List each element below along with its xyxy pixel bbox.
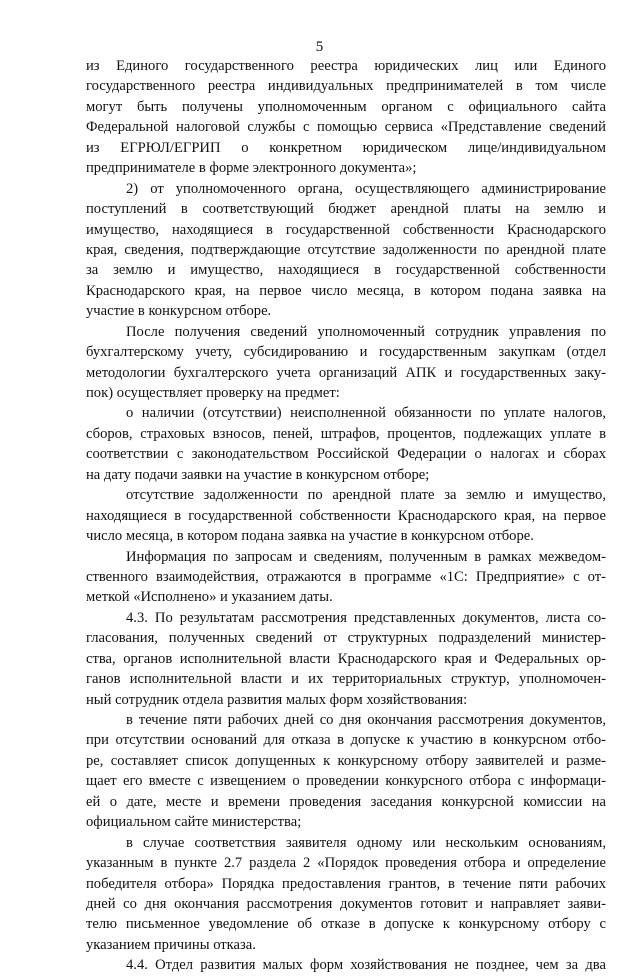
- text-line: методологии бухгалтерского учета организаций АПК и государственных заку-: [86, 364, 606, 381]
- text-line: отсутствие задолженности по арендной плате за землю и имущество,: [126, 487, 606, 504]
- text-line: ганов исполнительной власти и их территориальных структур, уполномочен-: [86, 671, 606, 688]
- text-line: из Единого государственного реестра юридических лиц или Единого: [86, 58, 606, 74]
- text-line: ства, органов исполнительной власти Краснодарского края и Федеральных ор-: [86, 650, 606, 667]
- text-line: дней со дня окончания рассмотрения документов готовит и направляет заяви-: [86, 895, 606, 912]
- document-body: [86, 56, 606, 976]
- text-line: меткой «Исполнено» и указанием даты.: [86, 589, 333, 606]
- text-line: государственного реестра индивидуальных предпринимателей в том числе: [86, 78, 606, 95]
- text-line: предпринимателе в форме электронного документа»;: [86, 160, 417, 177]
- text-line: бухгалтерскому учету, субсидированию и государственным закупкам (отдел: [86, 344, 606, 361]
- text-line: соответствии с законодательством Российской Федерации о налогах и сборах: [86, 446, 606, 463]
- text-line: о наличии (отсутствии) неисполненной обязанности по уплате налогов,: [126, 405, 606, 422]
- text-line: победителя отбора» Порядка предоставления грантов, в течение пяти рабочих: [86, 875, 606, 892]
- text-line: щает его вместе с извещением о проведении конкурсного отбора с информаци-: [86, 773, 606, 790]
- text-line: ей о дате, месте и времени проведения заседания конкурсной комиссии на: [86, 793, 606, 810]
- text-line: ре, составляет список допущенных к конкурсному отбору заявителей и разме-: [86, 752, 606, 769]
- text-line: указанием причины отказа.: [86, 936, 256, 953]
- text-line: в течение пяти рабочих дней со дня окончания рассмотрения документов,: [126, 712, 606, 728]
- text-line: из ЕГРЮЛ/ЕГРИП о конкретном юридическом лице/индивидуальном: [86, 139, 606, 156]
- page-number: 5: [315, 39, 324, 55]
- text-line: 2) от уполномоченного органа, осуществляющего администрирование: [126, 180, 606, 197]
- text-line: Краснодарского края, на первое число месяца, в котором подана заявка на: [86, 282, 606, 299]
- text-line: ственного взаимодействия, отражаются в программе «1С: Предприятие» с от-: [86, 568, 606, 585]
- text-line: края, сведения, подтверждающие отсутствие задолженности по арендной плате: [86, 241, 606, 258]
- text-line: могут быть получены уполномоченным органом с официального сайта: [86, 98, 606, 115]
- text-line: Информация по запросам и сведениям, полученным в рамках межведом-: [126, 548, 606, 565]
- text-line: сборов, страховых взносов, пеней, штрафов, процентов, подлежащих уплате в: [86, 425, 606, 442]
- text-line: ный сотрудник отдела развития малых форм хозяйствования:: [86, 691, 468, 708]
- text-line: Федеральной налоговой службы с помощью сервиса «Представление сведений: [86, 119, 606, 136]
- text-line: официальном сайте министерства;: [86, 814, 302, 831]
- text-line: при отсутствии оснований для отказа в допуске к участию в конкурсном отбо-: [86, 732, 606, 749]
- text-line: После получения сведений уполномоченный сотрудник управления по: [126, 323, 606, 340]
- text-line: число месяца, в котором подана заявка на участие в конкурсном отборе.: [86, 528, 534, 545]
- text-line: телю письменное уведомление об отказе в допуске к конкурсному отбору с: [86, 916, 606, 933]
- text-line: за землю и имущество, находящиеся в государственной собственности: [86, 262, 606, 279]
- text-line: пок) осуществляет проверку на предмет:: [86, 385, 340, 401]
- text-line: находящиеся в государственной собственности Краснодарского края, на первое: [86, 507, 606, 524]
- text-line: указанным в пункте 2.7 раздела 2 «Порядок проведения отбора и определение: [86, 855, 606, 872]
- text-line: имущество, находящиеся в государственной собственности Краснодарского: [86, 221, 606, 238]
- text-line: гласования, полученных сведений от структурных подразделений министер-: [86, 630, 606, 647]
- text-line: поступлений в соответствующий бюджет арендной платы на землю и: [86, 201, 606, 218]
- text-line: участие в конкурсном отборе.: [86, 303, 272, 320]
- text-line: 4.3. По результатам рассмотрения представленных документов, листа со-: [126, 609, 606, 626]
- text-line: в случае соответствия заявителя одному или нескольким основаниям,: [126, 834, 606, 851]
- text-line: на дату подачи заявки на участие в конкурсном отборе;: [86, 466, 430, 483]
- text-line: 4.4. Отдел развития малых форм хозяйствования не позднее, чем за два: [126, 957, 606, 974]
